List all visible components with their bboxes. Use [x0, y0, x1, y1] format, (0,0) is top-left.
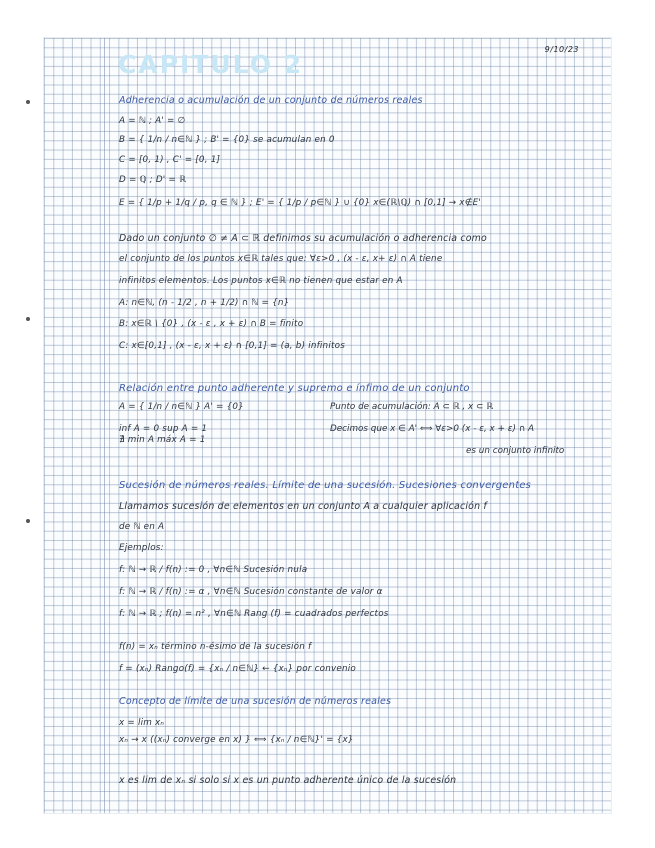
note-line: A = { 1/n / n∈ℕ } A' = {0} [119, 402, 244, 412]
note-line: f: ℕ → ℝ / f(n) := 0 , ∀n∈ℕ Sucesión nula [119, 565, 308, 575]
note-line: f: ℕ → ℝ / f(n) := α , ∀n∈ℕ Sucesión constante de valor α [119, 587, 383, 597]
note-line: B: x∈ℝ \ {0} , (x - ε , x + ε) ∩ B = finito [119, 319, 304, 329]
note-line: inf A = 0 sup A = 1 [119, 424, 208, 434]
note-line: C: x∈[0,1] , (x - ε, x + ε) ∩ [0,1] = (a, b) infinitos [119, 341, 345, 351]
note-line: f: ℕ → ℝ ; f(n) = n² , ∀n∈ℕ Rang (f) = cuadrados perfectos [119, 609, 389, 619]
section-title: Concepto de límite de una sucesión de números reales [119, 696, 392, 707]
note-line: de ℕ en A [119, 522, 165, 532]
date: 9/10/23 [544, 45, 579, 54]
note-line: el conjunto de los puntos x∈ℝ tales que: ∀ε>0 , (x - ε, x+ ε) ∩ A tiene [119, 254, 443, 264]
note-line: infinitos elementos. Los puntos x∈ℝ no tienen que estar en A [119, 276, 403, 286]
section-title: Adherencia o acumulación de un conjunto de números reales [119, 95, 423, 106]
chapter-title: CAPITULO 2 [118, 50, 304, 79]
note-line: f(n) = xₙ término n-ésimo de la sucesión f [119, 642, 312, 652]
note-line: Llamamos sucesión de elementos en un conjunto A a cualquier aplicación f [119, 501, 487, 512]
binder-hole [26, 519, 30, 523]
note-line: E = { 1/p + 1/q / p, q ∈ ℕ } ; E' = { 1/p / p∈ℕ } ∪ {0} x∈(ℝ\ℚ) ∩ [0,1] → x∉E' [119, 198, 481, 208]
note-line: D = ℚ ; D' = ℝ [119, 175, 187, 185]
binder-hole [26, 100, 30, 104]
note-line: f = (xₙ) Rango(f) = {xₙ / n∈ℕ} ← {xₙ} por convenio [119, 664, 357, 674]
section-title: Sucesión de números reales. Límite de una sucesión. Sucesiones convergentes [119, 480, 532, 491]
note-line: A: n∈ℕ, (n - 1/2 , n + 1/2) ∩ ℕ = {n} [119, 298, 290, 308]
note-line: Punto de acumulación: A ⊂ ℝ , x ⊂ ℝ [330, 402, 494, 412]
notebook-page [44, 38, 611, 813]
margin-line [104, 38, 105, 813]
note-line: x = lim xₙ [119, 718, 165, 728]
binder-hole [26, 317, 30, 321]
note-line: Decimos que x ∈ A' ⟺ ∀ε>0 (x - ε, x + ε) ∩ A [330, 424, 534, 434]
note-line: ∄ min A máx A = 1 [119, 435, 206, 445]
note-line: B = { 1/n / n∈ℕ } ; B' = {0} se acumulan en 0 [119, 135, 335, 145]
note-line: A = ℕ ; A' = ∅ [119, 116, 186, 126]
note-line: C = [0, 1) , C' = [0, 1] [119, 155, 221, 165]
note-line: Dado un conjunto ∅ ≠ A ⊂ ℝ definimos su acumulación o adherencia como [119, 233, 487, 244]
conclusion-line: x es lim de xₙ si solo si x es un punto adherente único de la sucesión [119, 775, 457, 786]
section-title: Relación entre punto adherente y supremo e ínfimo de un conjunto [119, 383, 470, 394]
note-line: es un conjunto infinito [466, 446, 565, 456]
note-line: Ejemplos: [119, 543, 164, 553]
note-line: xₙ → x ((xₙ) converge en x) } ⟺ {xₙ / n∈ℕ}' = {x} [119, 735, 354, 745]
